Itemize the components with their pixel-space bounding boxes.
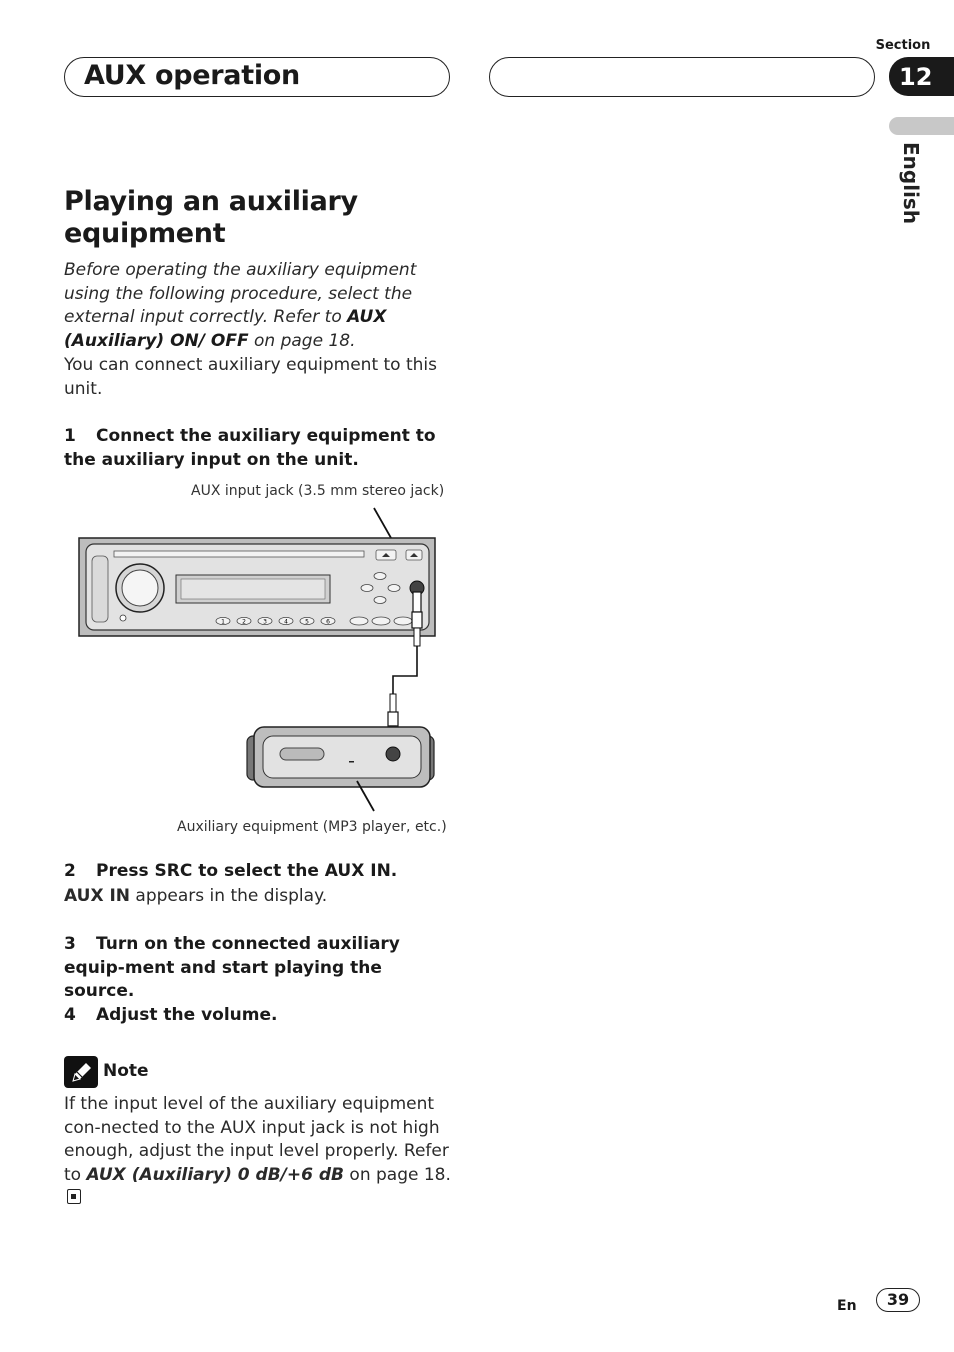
caption-aux-input-jack: AUX input jack (3.5 mm stereo jack) — [191, 483, 445, 499]
caption-auxiliary-equipment: Auxiliary equipment (MP3 player, etc.) — [177, 819, 447, 835]
intro-reference: AUX (Auxiliary) ON/ OFF — [64, 307, 387, 351]
intro-paragraph — [64, 259, 454, 353]
intro-paragraph-2: You can connect auxiliary equipment to this unit. — [64, 355, 438, 399]
step-2-text: Press SRC to select the AUX IN. — [96, 861, 398, 881]
step-1-text: Connect the auxiliary equipment to the auxiliary input on the unit. — [64, 426, 436, 470]
step-2-description — [64, 885, 454, 909]
note-text-after: on page 18. — [344, 1164, 451, 1185]
note-text-before: If the input level of the auxiliary equipment con-nected to the AUX input jack is not high enough, adjust the input level properly. Refer to — [64, 1094, 449, 1185]
end-mark-icon — [67, 1189, 81, 1204]
note-title: Note — [103, 1061, 149, 1081]
preset-button-3: 3 — [263, 618, 267, 626]
language-label: English — [899, 142, 923, 225]
step-3-number: 3 — [64, 934, 76, 954]
intro-text-before: Before operating the auxiliary equipment using the following procedure, select the external input correctly. Refer to — [64, 260, 417, 327]
step-1 — [64, 425, 454, 472]
preset-button-2: 2 — [242, 618, 246, 626]
preset-button-4: 4 — [284, 618, 288, 626]
head-unit-illustration — [79, 538, 435, 636]
step-2-number: 2 — [64, 861, 76, 881]
step-3 — [64, 933, 454, 1004]
step-2 — [64, 860, 454, 884]
preset-button-6: 6 — [326, 618, 330, 626]
section-number: 12 — [899, 62, 933, 91]
note-paragraph — [64, 1093, 454, 1211]
step-1-number: 1 — [64, 426, 76, 446]
note-reference: AUX (Auxiliary) 0 dB/+6 dB — [86, 1164, 345, 1185]
auxiliary-equipment-illustration — [247, 727, 434, 787]
footer-language: En — [837, 1298, 857, 1314]
intro-text-after: on page 18. — [248, 330, 356, 351]
page-heading: Playing an auxiliary equipment — [64, 186, 358, 249]
section-number-tab — [889, 57, 954, 96]
step-4-number: 4 — [64, 1005, 76, 1025]
header-title: AUX operation — [84, 60, 300, 91]
page-number: 39 — [876, 1288, 920, 1312]
preset-button-5: 5 — [305, 618, 309, 626]
header-right-frame — [489, 57, 875, 97]
section-label: Section — [875, 38, 931, 53]
step-2-desc-rest: appears in the display. — [130, 886, 328, 906]
step-2-desc-bold: AUX IN — [64, 886, 131, 906]
step-3-text: Turn on the connected auxiliary equip-ment and start playing the source. — [64, 934, 400, 1001]
step-4 — [64, 1004, 454, 1028]
language-tab — [889, 117, 954, 135]
step-4-text: Adjust the volume. — [96, 1005, 278, 1025]
preset-button-1: 1 — [221, 618, 225, 626]
connection-diagram — [76, 500, 442, 820]
note-pencil-icon — [64, 1056, 98, 1088]
